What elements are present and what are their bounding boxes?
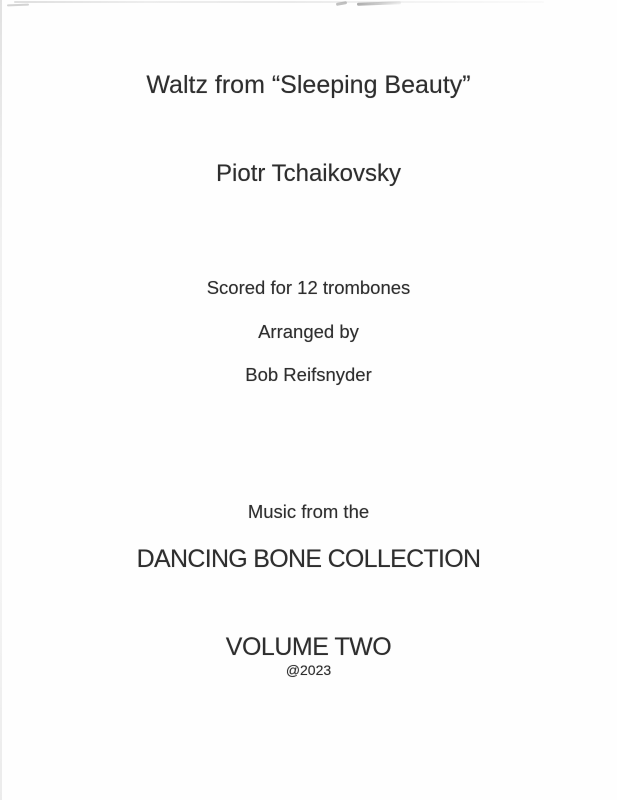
composer-name: Piotr Tchaikovsky [216, 160, 401, 187]
scan-mark-top-left [7, 4, 29, 7]
scan-mark-top-center [336, 1, 347, 6]
scan-mark-top-right [357, 1, 401, 6]
arranged-by-label: Arranged by [258, 321, 359, 342]
scoring-note: Scored for 12 trombones [206, 277, 411, 298]
scan-streak-top [14, 1, 544, 3]
collection-title: DANCING BONE COLLECTION [136, 545, 481, 573]
volume-title: VOLUME TWO [225, 633, 392, 661]
piece-title: Waltz from “Sleeping Beauty” [146, 71, 471, 99]
copyright-year: @2023 [285, 662, 332, 678]
collection-prefix: Music from the [247, 501, 370, 522]
arranger-name: Bob Reifsnyder [245, 364, 372, 385]
scan-edge-left [0, 0, 2, 800]
